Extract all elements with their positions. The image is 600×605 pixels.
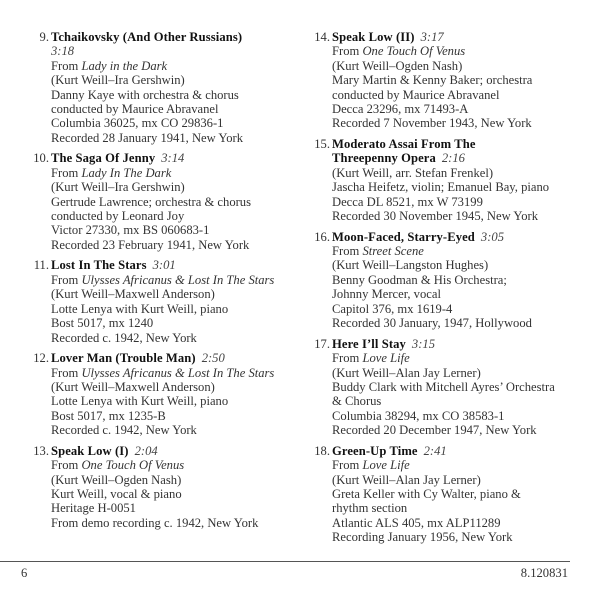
detail-line <box>51 195 300 209</box>
detail-text: Recorded 7 November 1943, New York <box>332 116 532 131</box>
track-duration: 3:18 <box>51 44 75 59</box>
track-duration: 3:15 <box>411 336 436 351</box>
detail-line <box>332 180 600 194</box>
track-details <box>332 30 600 131</box>
detail-line <box>332 209 600 223</box>
track-entry <box>0 351 300 437</box>
track-number: 15. <box>314 137 330 152</box>
detail-text: From <box>51 165 82 180</box>
track-number: 9. <box>39 30 49 44</box>
detail-line <box>332 423 600 437</box>
track-duration: 3:01 <box>152 258 176 273</box>
track-duration: 3:14 <box>161 151 185 166</box>
detail-text: Heritage H-0051 <box>51 501 136 516</box>
detail-line <box>51 316 300 330</box>
detail-line <box>51 59 300 73</box>
detail-line <box>332 316 600 330</box>
track-number: 11. <box>33 258 49 273</box>
detail-line <box>51 88 300 102</box>
show-title: Ulysses Africanus & Lost In The Stars <box>81 365 275 380</box>
track-title: Speak Low (II) <box>332 30 415 44</box>
detail-text: (Kurt Weill–Ogden Nash) <box>51 472 182 487</box>
track-title: Here I’ll Stay <box>332 336 406 351</box>
detail-text: Capitol 376, mx 1619-4 <box>332 301 453 316</box>
detail-line <box>332 258 600 272</box>
detail-text: From <box>332 351 363 366</box>
detail-text: Bost 5017, mx 1240 <box>51 316 154 331</box>
track-title: Lost In The Stars <box>51 258 147 273</box>
show-title: Love Life <box>362 351 410 366</box>
track-entry <box>290 444 600 545</box>
title-line <box>51 351 300 365</box>
track-entry <box>0 30 300 145</box>
detail-line <box>51 302 300 316</box>
detail-text: Victor 27330, mx BS 060683-1 <box>51 223 210 238</box>
title-line <box>51 151 300 165</box>
detail-text: Columbia 36025, mx CO 29836-1 <box>51 116 224 131</box>
detail-text: Columbia 38294, mx CO 38583-1 <box>332 408 505 423</box>
detail-text: Recorded c. 1942, New York <box>51 330 197 345</box>
track-duration: 2:16 <box>441 151 465 166</box>
detail-text: Recording January 1956, New York <box>332 530 513 545</box>
detail-line <box>51 166 300 180</box>
detail-line <box>332 44 600 58</box>
detail-text: From <box>51 58 82 73</box>
track-details <box>51 30 300 145</box>
detail-line <box>51 287 300 301</box>
catalog-number: 8.120831 <box>520 566 568 580</box>
detail-line <box>51 102 300 116</box>
detail-line <box>332 501 600 515</box>
detail-line <box>51 131 300 145</box>
track-details <box>51 151 300 252</box>
show-title: Street Scene <box>362 244 424 259</box>
detail-text: Mary Martin & Kenny Baker; orchestra <box>332 73 533 88</box>
detail-line <box>51 116 300 130</box>
detail-text: (Kurt Weill–Langston Hughes) <box>332 258 489 273</box>
detail-line <box>51 273 300 287</box>
detail-text: From <box>332 458 363 473</box>
track-title: Moon-Faced, Starry-Eyed <box>332 229 475 244</box>
detail-line <box>51 473 300 487</box>
track-number: 13. <box>33 443 49 458</box>
detail-text: Recorded 30 January, 1947, Hollywood <box>332 316 532 331</box>
track-details <box>332 230 600 331</box>
title-line <box>332 444 600 458</box>
track-details <box>332 137 600 223</box>
detail-text: Greta Keller with Cy Walter, piano & <box>332 486 521 501</box>
detail-line <box>51 238 300 252</box>
detail-line <box>332 59 600 73</box>
detail-text: Recorded 28 January 1941, New York <box>51 130 244 145</box>
show-title: Lady in the Dark <box>81 58 168 73</box>
title-line <box>332 151 600 165</box>
detail-line <box>332 102 600 116</box>
track-details <box>332 444 600 545</box>
detail-line <box>51 366 300 380</box>
title-line <box>51 258 300 272</box>
detail-text: Johnny Mercer, vocal <box>332 287 441 302</box>
detail-line <box>51 458 300 472</box>
page-number: 6 <box>21 566 28 580</box>
detail-line <box>51 423 300 437</box>
detail-line <box>332 273 600 287</box>
detail-line <box>51 331 300 345</box>
detail-line <box>332 394 600 408</box>
detail-text: conducted by Maurice Abravanel <box>51 102 219 117</box>
title-line <box>332 230 600 244</box>
track-entry <box>290 137 600 223</box>
detail-line <box>332 166 600 180</box>
detail-text: (Kurt Weill–Maxwell Anderson) <box>51 287 215 302</box>
track-entry <box>290 337 600 438</box>
track-number: 17. <box>314 336 330 351</box>
detail-text: From <box>332 44 363 59</box>
track-details <box>332 337 600 438</box>
detail-text: Recorded 23 February 1941, New York <box>51 237 250 252</box>
track-number: 18. <box>314 443 330 458</box>
track-title: Speak Low (I) <box>51 443 129 458</box>
detail-line <box>332 487 600 501</box>
detail-line <box>332 366 600 380</box>
detail-text: From demo recording c. 1942, New York <box>51 515 259 530</box>
track-entry <box>0 151 300 252</box>
track-list-right-column <box>290 30 600 551</box>
track-entry <box>290 230 600 331</box>
detail-text: (Kurt Weill, arr. Stefan Frenkel) <box>332 165 494 180</box>
track-duration: 2:04 <box>134 443 158 458</box>
detail-text: From <box>51 458 82 473</box>
track-duration: 2:41 <box>423 443 447 458</box>
show-title: Lady In The Dark <box>81 165 172 180</box>
detail-line <box>332 351 600 365</box>
track-number: 14. <box>314 30 330 44</box>
detail-text: (Kurt Weill–Ogden Nash) <box>332 58 463 73</box>
title-line <box>332 137 600 151</box>
track-duration: 3:05 <box>480 229 504 244</box>
detail-line <box>51 516 300 530</box>
detail-text: (Kurt Weill–Ira Gershwin) <box>51 73 185 88</box>
track-title: Green-Up Time <box>332 443 418 458</box>
title-line <box>332 337 600 351</box>
detail-line <box>51 380 300 394</box>
detail-text: Kurt Weill, vocal & piano <box>51 486 182 501</box>
detail-text: Atlantic ALS 405, mx ALP11289 <box>332 515 501 530</box>
detail-text: Lotte Lenya with Kurt Weill, piano <box>51 301 229 316</box>
track-entry <box>290 30 600 131</box>
track-title: Moderato Assai From The <box>332 137 476 152</box>
detail-text: Buddy Clark with Mitchell Ayres’ Orchestra <box>332 379 555 394</box>
track-title: Tchaikovsky (And Other Russians) <box>51 30 243 44</box>
detail-line <box>332 116 600 130</box>
detail-text: & Chorus <box>332 394 382 409</box>
detail-text: (Kurt Weill–Ira Gershwin) <box>51 180 185 195</box>
detail-line <box>332 73 600 87</box>
track-list-left-column <box>0 30 300 536</box>
detail-line <box>51 180 300 194</box>
detail-text: Jascha Heifetz, violin; Emanuel Bay, piano <box>332 180 550 195</box>
footer-divider <box>0 561 570 562</box>
track-details <box>51 444 300 530</box>
title-line <box>51 444 300 458</box>
detail-line <box>51 209 300 223</box>
track-entry <box>0 444 300 530</box>
track-duration: 2:50 <box>201 351 225 366</box>
show-title: One Touch Of Venus <box>362 44 466 59</box>
detail-line <box>332 530 600 544</box>
duration-line <box>51 44 300 58</box>
detail-text: Recorded 20 December 1947, New York <box>332 423 537 438</box>
detail-text: From <box>51 272 82 287</box>
detail-text: From <box>51 365 82 380</box>
detail-line <box>332 380 600 394</box>
show-title: Love Life <box>362 458 410 473</box>
track-number: 16. <box>314 229 330 244</box>
detail-line <box>51 223 300 237</box>
track-details <box>51 351 300 437</box>
detail-line <box>332 244 600 258</box>
track-duration: 3:17 <box>420 30 444 44</box>
detail-line <box>332 473 600 487</box>
detail-line <box>332 88 600 102</box>
track-title: Lover Man (Trouble Man) <box>51 351 196 366</box>
detail-text: From <box>332 244 363 259</box>
detail-line <box>51 73 300 87</box>
detail-text: Bost 5017, mx 1235-B <box>51 408 166 423</box>
detail-line <box>332 516 600 530</box>
show-title: One Touch Of Venus <box>81 458 185 473</box>
track-entry <box>0 258 300 344</box>
detail-line <box>332 302 600 316</box>
detail-line <box>51 487 300 501</box>
detail-line <box>332 287 600 301</box>
detail-text: (Kurt Weill–Maxwell Anderson) <box>51 379 215 394</box>
track-details <box>51 258 300 344</box>
detail-line <box>332 409 600 423</box>
title-line <box>51 30 300 44</box>
track-title: Threepenny Opera <box>332 151 436 166</box>
detail-text: Recorded c. 1942, New York <box>51 423 197 438</box>
detail-line <box>332 458 600 472</box>
detail-text: conducted by Leonard Joy <box>51 209 185 224</box>
detail-text: Danny Kaye with orchestra & chorus <box>51 87 239 102</box>
track-number: 10. <box>33 151 49 166</box>
detail-text: Decca 23296, mx 71493-A <box>332 102 469 117</box>
detail-line <box>51 409 300 423</box>
detail-text: Decca DL 8521, mx W 73199 <box>332 194 483 209</box>
detail-text: Gertrude Lawrence; orchestra & chorus <box>51 194 252 209</box>
track-title: The Saga Of Jenny <box>51 151 156 166</box>
detail-line <box>332 195 600 209</box>
detail-text: conducted by Maurice Abravanel <box>332 87 500 102</box>
track-number: 12. <box>33 351 49 366</box>
detail-line <box>51 394 300 408</box>
detail-text: Benny Goodman & His Orchestra; <box>332 272 507 287</box>
detail-text: (Kurt Weill–Alan Jay Lerner) <box>332 472 481 487</box>
title-line <box>332 30 600 44</box>
show-title: Ulysses Africanus & Lost In The Stars <box>81 272 275 287</box>
detail-text: (Kurt Weill–Alan Jay Lerner) <box>332 365 481 380</box>
detail-text: Lotte Lenya with Kurt Weill, piano <box>51 394 229 409</box>
detail-line <box>51 501 300 515</box>
detail-text: Recorded 30 November 1945, New York <box>332 209 539 224</box>
detail-text: rhythm section <box>332 501 408 516</box>
